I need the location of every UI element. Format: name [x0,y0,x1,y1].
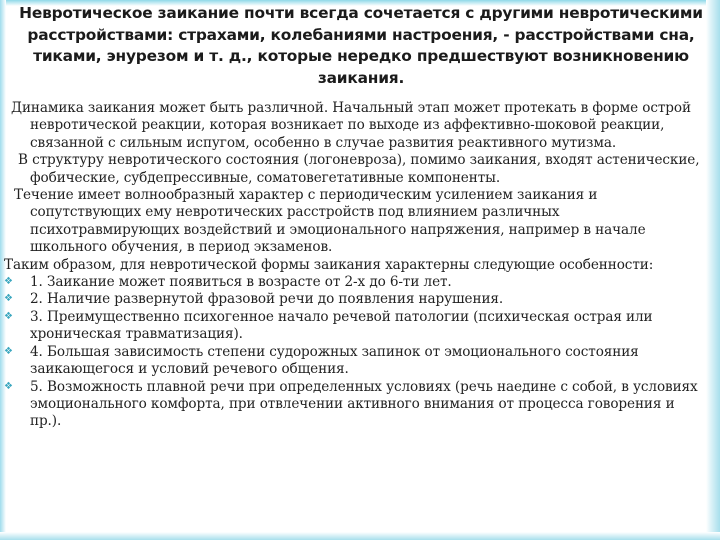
paragraph-dynamics: Динамика заикания может быть различной. Начальный этап может протекать в форме острой невротической реакции, которая возникает по выходе из аффективно-шоковой реакции, связанной с сильным испугом, особенно в случае развития реактивного мутизма. [11,100,691,151]
list-item [4,344,704,379]
diamond-bullet-icon [4,277,14,287]
slide-title: Невротическое заикание почти всегда сочетается с другими невротическими расстройствами: страхами, колебаниями настроения, - расстройствами сна, тиками, энурезом и т. д., которые нередко предшествуют возникновению заикания. [19,4,703,87]
list-item [4,309,704,344]
paragraph-course: Течение имеет волнообразный характер с периодическим усилением заикания и сопутствующих ему невротических расстройств под влиянием различных психотравмирующих воздействий и эмоционального напряжения, например в начале школьного обучения, в период экзаменов. [14,187,646,256]
list-item-text: 4. Большая зависимость степени судорожных запинок от эмоционального состояния заикающегося и условий речевого общения. [30,343,639,378]
diamond-bullet-icon [4,347,14,357]
slide-body [4,100,704,431]
list-item [4,274,704,291]
slide-frame-bottom [0,532,720,540]
paragraph-structure: В структуру невротического состояния (логоневроза), помимо заикания, входят астенические, фобические, субдепрессивные, соматовегетативные компоненты. [18,152,700,186]
paragraph-summary: Таким образом, для невротической формы заикания характерны следующие особенности: [4,256,654,273]
list-item-text: 5. Возможность плавной речи при определенных условиях (речь наедине с собой, в условиях эмоционального комфорта, при отвлечении активного внимания от процесса говорения и пр.). [30,378,698,430]
diamond-bullet-icon [4,312,14,322]
list-item-text: 3. Преимущественно психогенное начало речевой патологии (психическая острая или хроническая травматизация). [30,308,653,343]
list-item-text: 1. Заикание может появиться в возрасте от 2-х до 6-ти лет. [30,274,452,291]
diamond-bullet-icon [4,294,14,304]
list-item [4,379,704,431]
features-list [4,274,704,431]
list-item [4,291,704,308]
diamond-bullet-icon [4,382,14,392]
list-item-text: 2. Наличие развернутой фразовой речи до появления нарушения. [30,291,504,308]
slide-frame-right [706,0,720,540]
